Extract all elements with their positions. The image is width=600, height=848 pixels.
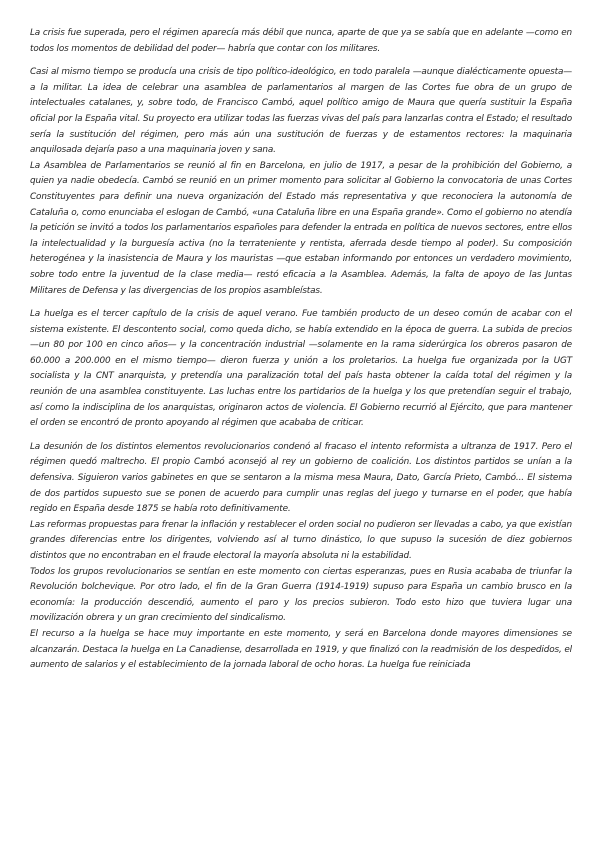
paragraph: El recurso a la huelga se hace muy importante en este momento, y será en Barcelona donde mayores dimensiones se alcanzarán. Destaca la huelga en La Canadiense, desarrollada en 1919, y que finalizó con la readmisión de los despedidos, el aumento de salarios y el establecimiento de la jornada laboral de ocho horas. La huelga fue reiniciada: [30, 628, 572, 671]
paragraph: Casi al mismo tiempo se producía una crisis de tipo político-ideológico, en todo paralela —aunque dialécticamente opuesta— a la militar. La idea de celebrar una asamblea de parlamentarios al margen de las Cortes fue obra de un grupo de intelectuales catalanes, y, sobre todo, de Francisco Cambó, aquel político amigo de Maura que quería sustituir la España oficial por la España vital. Su proyecto era utilizar todas las fuerzas vivas del país para lanzarlas contra el Estado; el resultado sería la sustitución del régimen, pero más aún una sustitución de fuerzas y de estamentos rectores: la maquinaria anquilosada dejaría paso a una maquinaria joven y sana.: [30, 67, 572, 156]
paragraph: La crisis fue superada, pero el régimen aparecía más débil que nunca, aparte de que ya se sabía que en adelante —como en todos los momentos de debilidad del poder— habría que contar con los militares.: [30, 28, 572, 54]
paragraph: La huelga es el tercer capítulo de la crisis de aquel verano. Fue también producto de un deseo común de acabar con el sistema existente. El descontento social, como queda dicho, se había extendido en la época de guerra. La subida de precios —un 80 por 100 en cinco años— y la concentración industrial —solamente en la rama siderúrgica los obreros pasaron de 60.000 a 200.000 en el mismo tiempo— dieron fuerza y unión a los proletarios. La huelga fue organizada por la UGT socialista y la CNT anarquista, y pretendía una paralización total del país hasta obtener la caída total del régimen y la reunión de una asamblea constituyente. Las luchas entre los partidarios de la huelga y los que pretendían seguir el trabajo, así como la indisciplina de los anarquistas, originaron actos de violencia. El Gobierno recurrió al Ejército, que para mantener el orden se encontró de pronto apoyando al régimen que acababa de criticar.: [30, 309, 572, 429]
paragraph: La desunión de los distintos elementos revolucionarios condenó al fracaso el intento reformista a ultranza de 1917. Pero el régimen quedó maltrecho. El propio Cambó aconsejó al rey un gobierno de coalición. Los distintos partidos se unían a la defensiva. Siguieron varios gabinetes en que se sentaron a la misma mesa Maura, Dato, García Prieto, Cambó... El sistema de dos partidos supuesto sue se ponen de acuerdo para cumplir unas reglas del juego y turnarse en el poder, que había regido en España desde 1875 se había roto definitivamente.: [30, 441, 572, 515]
paragraph: Las reformas propuestas para frenar la inflación y restablecer el orden social no pudieron ser llevadas a cabo, ya que existían grandes diferencias entre los dirigentes, volviendo así al turno dinástico, lo que supuso la sucesión de diez gobiernos distintos que no encontraban en el fraude electoral la mayoría absoluta ni la estabilidad.: [30, 519, 572, 561]
document-body: [30, 26, 572, 674]
paragraph: La Asamblea de Parlamentarios se reunió al fin en Barcelona, en julio de 1917, a pesar de la prohibición del Gobierno, a quien ya nadie obedecía. Cambó se reunió en un primer momento para solicitar al Gobierno la convocatoria de unas Cortes Constituyentes para definir una nueva organización del Estado más representativa y que reconociera la autonomía de Cataluña o, como enunciaba el eslogan de Cambó, «una Cataluña libre en una España grande». Como el gobierno no atendía la petición se invitó a todos los parlamentarios españoles para defender la entrada en política de nuevos sectores, entre ellos la intelectualidad y la burguesía activa (no la terrateniente y rentista, aferrada desde tiempo al poder). Su composición heterogénea y la inasistencia de Maura y los mauristas —que estaban informando por entonces un verdadero movimiento, sobre todo entre la juventud de la clase media— restó eficacia a la Asamblea. Además, la falta de apoyo de las Juntas Militares de Defensa y las divergencias de los propios asambleístas.: [30, 160, 572, 296]
paragraph: Todos los grupos revolucionarios se sentían en este momento con ciertas esperanzas, pues en Rusia acababa de triunfar la Revolución bolchevique. Por otro lado, el fin de la Gran Guerra (1914-1919) supuso para España un cambio brusco en la economía: la producción descendió, aumento el paro y los precios subieron. Todo esto hizo que tuviera lugar una movilización obrera y un gran crecimiento del sindicalismo.: [30, 566, 572, 624]
